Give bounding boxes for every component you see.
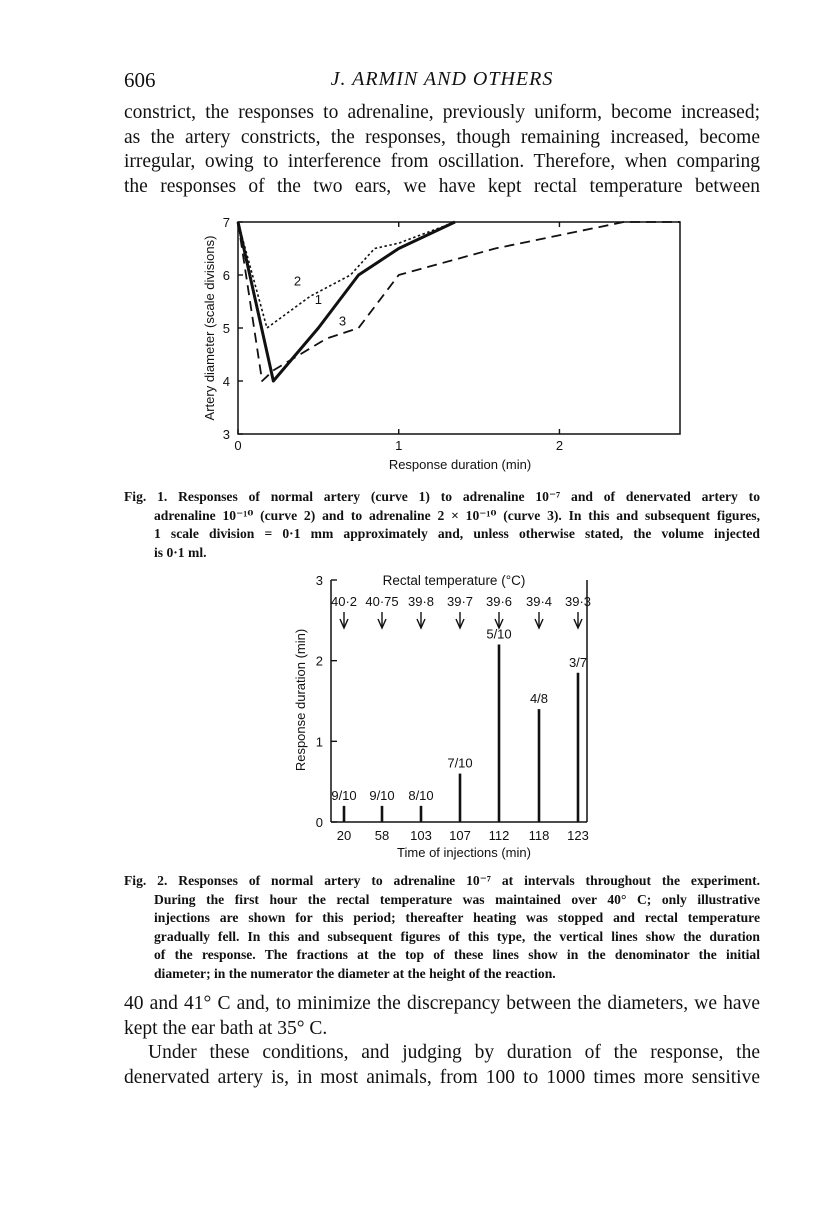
- fig1-plot-frame: [238, 222, 680, 434]
- fig1-y-tick-label: 5: [222, 321, 230, 336]
- caption-line: 1 scale division = 0·1 mm approximately and, unless otherwise stated, the volume injected: [154, 526, 760, 541]
- fig1-y-tick-label: 7: [222, 215, 230, 230]
- caption-line: is 0·1 ml.: [154, 544, 207, 560]
- text-line: constrict, the responses to adrenaline, previously uniform, become increased;: [124, 102, 760, 123]
- fig2-temperature-label: 39·6: [485, 594, 513, 609]
- fig1-curve-1: [238, 222, 455, 381]
- bottom-paragraph: [124, 992, 760, 1090]
- caption-line: of the response. The fractions at the top of these lines show in the denominator the initial: [154, 947, 760, 962]
- figure-2-chart: [0, 570, 816, 870]
- fig2-temperature-label: 39·4: [525, 594, 553, 609]
- caption-line: adrenaline 10⁻¹⁰ (curve 2) and to adrenaline 2 × 10⁻¹⁰ (curve 3). In this and subsequent figures,: [154, 507, 760, 523]
- fig2-time-tick-label: 112: [488, 828, 510, 843]
- fig1-y-tick-label: 4: [222, 374, 230, 389]
- fig1-y-tick-label: 6: [222, 268, 230, 283]
- fig1-curve-label: 2: [293, 273, 302, 289]
- fig1-x-tick-label: 0: [234, 438, 242, 453]
- fig2-temperature-label: 39·7: [446, 594, 474, 609]
- text-line: Under these conditions, and judging by duration of the response, the: [148, 1042, 760, 1063]
- caption-line: Fig. 2. Responses of normal artery to adrenaline 10⁻⁷ at intervals throughout the experiment.: [124, 873, 760, 888]
- fig2-fraction-label: 9/10: [369, 787, 395, 803]
- fig2-temperature-label: 40·75: [365, 594, 399, 609]
- fig1-curve-label: 3: [338, 313, 347, 329]
- caption-line: injections are shown for this period; thereafter heating was stopped and rectal temperature: [154, 910, 760, 925]
- top-paragraph: [124, 101, 760, 199]
- fig2-time-tick-label: 118: [528, 828, 550, 843]
- fig1-x-axis-label: Response duration (min): [388, 457, 532, 472]
- figure-1-caption: [124, 488, 760, 562]
- caption-line: During the first hour the rectal temperature was maintained over 40° C; only illustrative: [154, 891, 760, 907]
- fig1-y-axis-label: Artery diameter (scale divisions): [202, 235, 217, 421]
- running-title: J. ARMIN AND OTHERS: [330, 68, 554, 90]
- text-line: the responses of the two ears, we have kept rectal temperature between: [124, 175, 760, 197]
- page-number: 606: [124, 68, 156, 92]
- fig2-time-tick-label: 58: [374, 828, 390, 843]
- fig1-y-tick-label: 3: [222, 427, 230, 442]
- fig2-temperature-label: 39·8: [407, 594, 435, 609]
- fig2-fraction-label: 7/10: [447, 755, 473, 771]
- caption-line: Fig. 1. Responses of normal artery (curve 1) to adrenaline 10⁻⁷ and of denervated artery to: [124, 489, 760, 504]
- fig2-y-tick-label: 2: [315, 653, 323, 669]
- fig2-y-tick-label: 1: [315, 734, 323, 750]
- text-line: kept the ear bath at 35° C.: [124, 1017, 328, 1039]
- fig2-temperature-title: Rectal temperature (°C): [382, 573, 526, 588]
- fig2-time-tick-label: 123: [567, 828, 589, 843]
- fig2-x-axis-label: Time of injections (min): [397, 845, 531, 860]
- fig2-temperature-label: 40·2: [330, 594, 358, 609]
- fig2-fraction-label: 8/10: [408, 787, 434, 803]
- fig2-fraction-label: 9/10: [331, 787, 357, 803]
- text-line: as the artery constricts, the responses, though remaining increased, become: [124, 126, 760, 148]
- fig1-x-tick-label: 1: [395, 438, 403, 453]
- figure-2-caption: [124, 872, 760, 983]
- text-line: irregular, owing to interference from oscillation. Therefore, when comparing: [124, 151, 760, 172]
- fig2-time-tick-label: 107: [449, 828, 471, 843]
- fig2-fraction-label: 4/8: [529, 691, 549, 707]
- text-line: 40 and 41° C and, to minimize the discrepancy between the diameters, we have: [124, 993, 760, 1014]
- caption-line: diameter; in the numerator the diameter at the height of the reaction.: [154, 965, 556, 981]
- fig1-x-tick-label: 2: [555, 438, 564, 453]
- text-line: denervated artery is, in most animals, from 100 to 1000 times more sensitive: [124, 1066, 760, 1088]
- page-header: [124, 68, 760, 98]
- caption-line: gradually fell. In this and subsequent figures of this type, the vertical lines show the duration: [154, 928, 760, 944]
- fig2-y-axis-label: Response duration (min): [293, 628, 308, 772]
- fig2-time-tick-label: 20: [336, 828, 352, 843]
- fig2-y-tick-label: 3: [315, 573, 323, 588]
- fig2-temperature-label: 39·3: [564, 594, 592, 609]
- fig2-fraction-label: 5/10: [486, 626, 512, 642]
- figure-1-chart: [0, 200, 816, 482]
- fig2-y-tick-label: 0: [315, 815, 323, 830]
- fig2-fraction-label: 3/7: [568, 654, 588, 670]
- fig2-time-tick-label: 103: [410, 828, 432, 843]
- fig1-curve-label: 1: [314, 292, 322, 308]
